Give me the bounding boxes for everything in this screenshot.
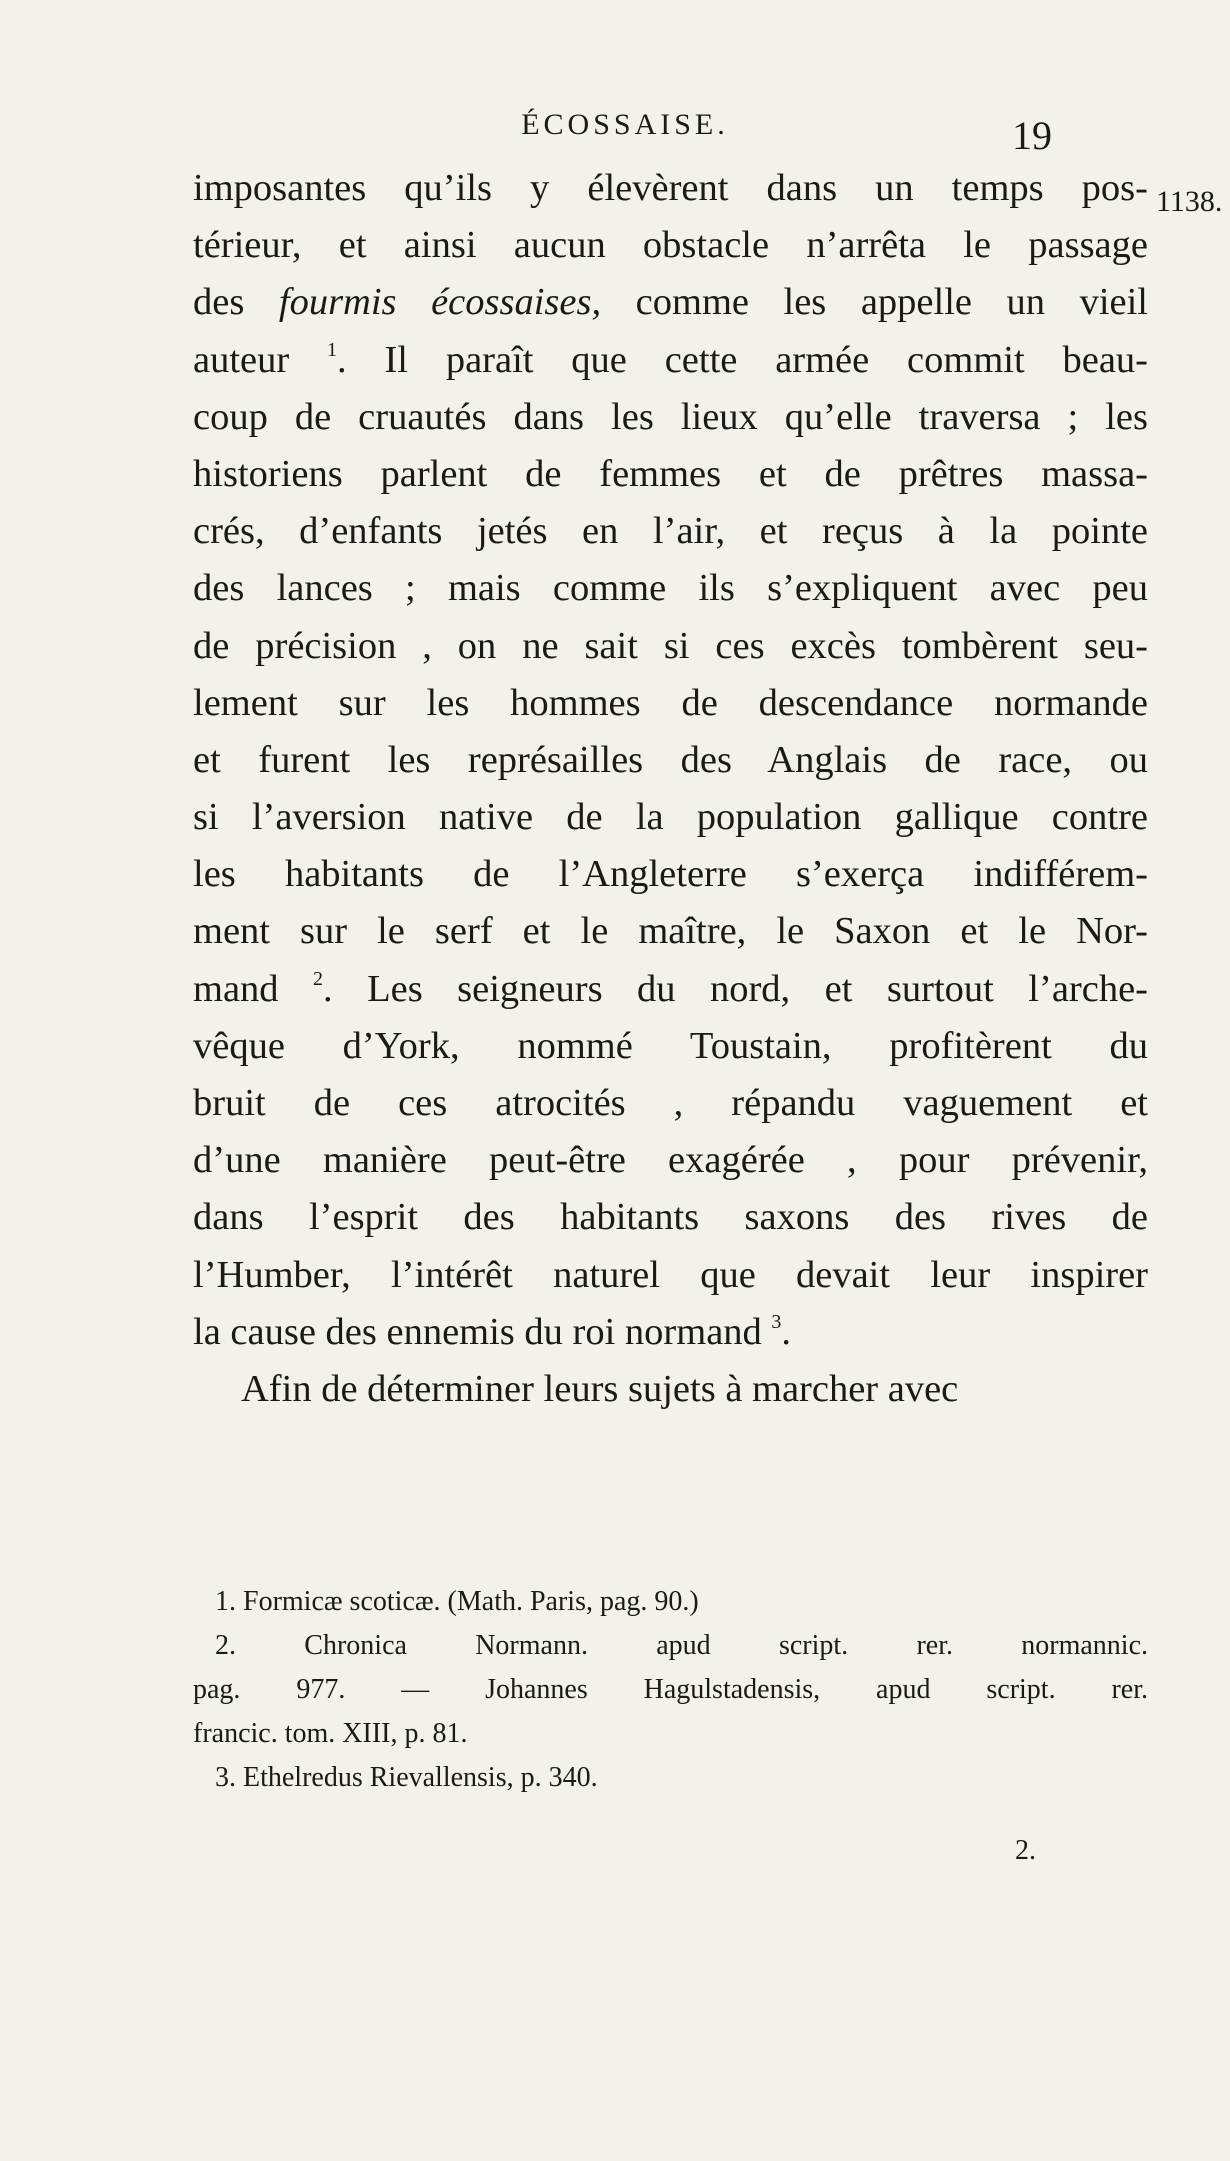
footnote: 2. Chronica Normann. apud script. rer. normannic. xyxy=(215,1630,1148,1661)
footnote: 1. Formicæ scoticæ. (Math. Paris, pag. 90.) xyxy=(215,1586,699,1617)
text-line: les habitants de l’Angleterre s’exerça indifférem- xyxy=(193,853,1148,896)
footnote-ref: 2 xyxy=(313,967,323,990)
signature-mark: 2. xyxy=(1015,1835,1036,1866)
text-line: dans l’esprit des habitants saxons des rives de xyxy=(193,1196,1148,1239)
text-line: des fourmis écossaises, comme les appelle un vieil xyxy=(193,281,1149,324)
footnotes xyxy=(193,1580,1148,1800)
body-text xyxy=(193,160,1148,1418)
running-head: ÉCOSSAISE. xyxy=(521,108,729,141)
text-line: historiens parlent de femmes et de prêtres massa- xyxy=(193,452,1148,495)
footnote: francic. tom. XIII, p. 81. xyxy=(193,1718,468,1749)
text-line: la cause des ennemis du roi normand $^3$. xyxy=(193,1310,792,1353)
text-line: d’une manière peut-être exagérée , pour prévenir, xyxy=(193,1139,1148,1182)
text-line: si l’aversion native de la population gallique contre xyxy=(193,796,1148,839)
text-line: mand $^2$. Les seigneurs du nord, et surtout l’arche- xyxy=(193,967,1148,1010)
text-line: auteur $^1$. Il paraît que cette armée commit beau- xyxy=(193,338,1148,381)
text-line: lement sur les hommes de descendance normande xyxy=(193,681,1148,724)
italic-phrase: fourmis écossaises, xyxy=(278,281,602,324)
footnote: pag. 977. — Johannes Hagulstadensis, apud script. rer. xyxy=(193,1674,1148,1705)
text-line: bruit de ces atrocités , répandu vaguement et xyxy=(193,1082,1148,1124)
text-line: des lances ; mais comme ils s’expliquent avec peu xyxy=(193,567,1148,610)
margin-year: 1138. xyxy=(1156,185,1223,218)
text-line: ment sur le serf et le maître, le Saxon et le Nor- xyxy=(193,910,1148,953)
text-line: térieur, et ainsi aucun obstacle n’arrêta le passage xyxy=(193,224,1148,267)
text-line: Afin de déterminer leurs sujets à marcher avec xyxy=(241,1367,959,1410)
text-line: de précision , on ne sait si ces excès tombèrent seu- xyxy=(193,624,1148,667)
footnote-ref: 3 xyxy=(771,1310,782,1333)
page-number: 19 xyxy=(1012,113,1052,158)
text-line: coup de cruautés dans les lieux qu’elle traversa ; les xyxy=(193,395,1148,438)
text-line: vêque d’York, nommé Toustain, profitèrent du xyxy=(193,1024,1148,1067)
text-line: et furent les représailles des Anglais de race, ou xyxy=(193,738,1148,781)
text-line: imposantes qu’ils y élevèrent dans un temps pos- xyxy=(193,167,1148,209)
footnote-ref: 1 xyxy=(327,338,338,361)
text-line: l’Humber, l’intérêt naturel que devait leur inspirer xyxy=(193,1253,1148,1296)
text-line: crés, d’enfants jetés en l’air, et reçus à la pointe xyxy=(193,510,1148,553)
footnote: 3. Ethelredus Rievallensis, p. 340. xyxy=(215,1762,598,1793)
